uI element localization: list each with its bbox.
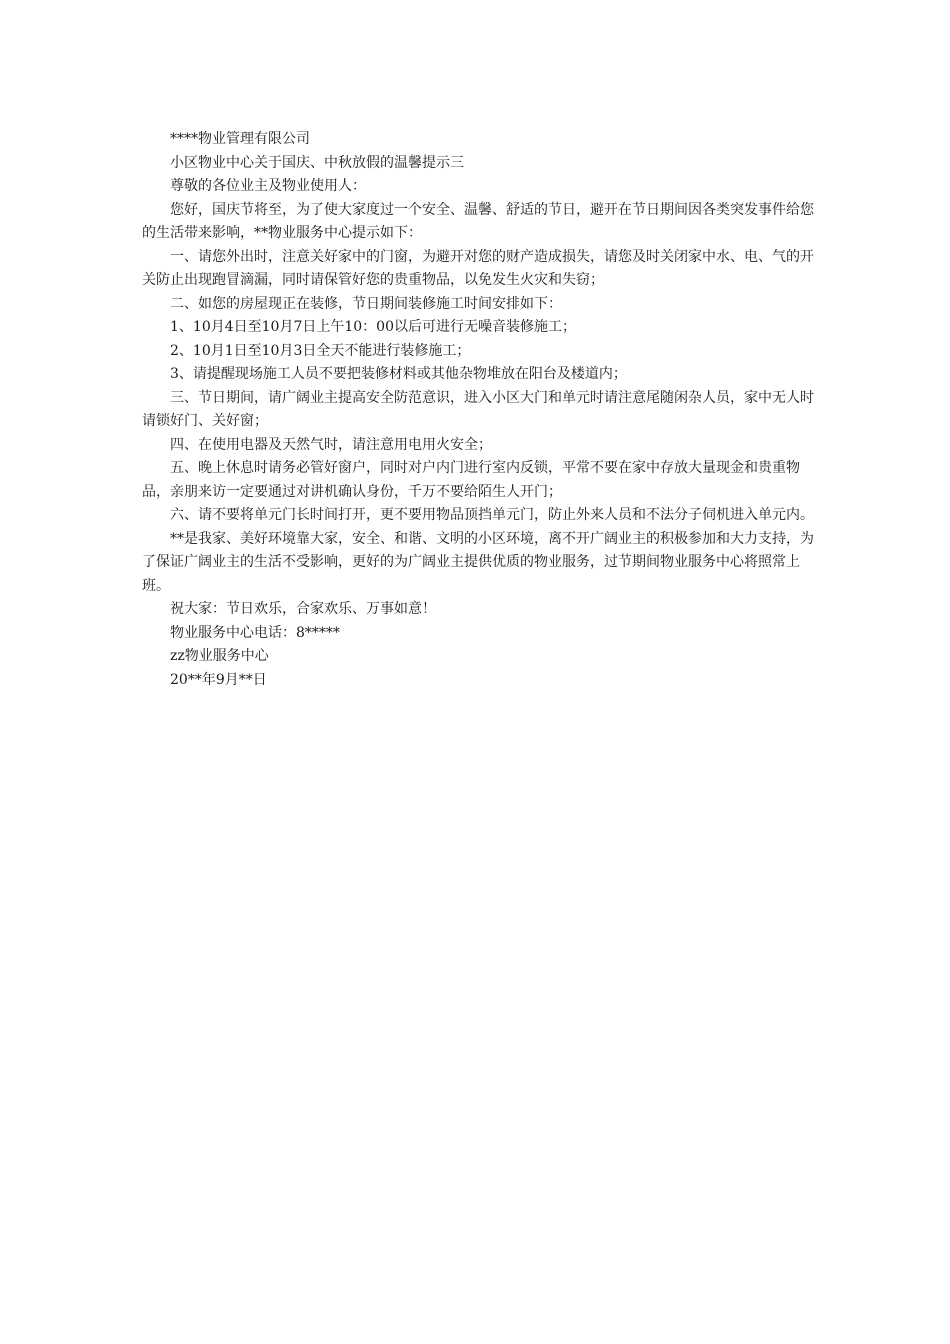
item-2-sub-2: 2、10月1日至10月3日全天不能进行装修施工； [170, 342, 471, 359]
item-3: 三、节日期间，请广阔业主提高安全防范意识，进入小区大门和单元时请注意尾随闲杂人员，家中无人时请锁好门、关好窗； [142, 389, 814, 429]
item-2: 二、如您的房屋现正在装修，节日期间装修施工时间安排如下： [170, 295, 562, 312]
item-2-sub-3: 3、请提醒现场施工人员不要把装修材料或其他杂物堆放在阳台及楼道内； [170, 366, 627, 382]
closing-paragraph: **是我家、美好环境靠大家，安全、和谐、文明的小区环境，离不开广阔业主的积极参加和大力支持，为了保证广阔业主的生活不受影响，更好的为广阔业主提供优质的物业服务，过节期间物业服务中心将照常上班。 [142, 530, 814, 594]
document-body [142, 128, 814, 692]
item-1: 一、请您外出时，注意关好家中的门窗，为避开对您的财产造成损失，请您及时关闭家中水、电、气的开关防止出现跑冒滴漏，同时请保管好您的贵重物品，以免发生火灾和失窃； [142, 248, 814, 288]
notice-title: 小区物业中心关于国庆、中秋放假的温馨提示三 [170, 154, 464, 171]
item-6: 六、请不要将单元门长时间打开，更不要用物品顶挡单元门，防止外来人员和不法分子伺机进入单元内。 [170, 507, 814, 523]
intro-paragraph: 您好，国庆节将至，为了使大家度过一个安全、温馨、舒适的节日，避开在节日期间因各类突发事件给您的生活带来影响，**物业服务中心提示如下： [142, 201, 814, 241]
signature: zz物业服务中心 [170, 648, 269, 664]
item-2-sub-1: 1、10月4日至10月7日上午10：00以后可进行无噪音装修施工； [170, 319, 576, 335]
date-line: 20**年9月**日 [170, 671, 267, 688]
wishes: 祝大家：节日欢乐，合家欢乐、万事如意！ [170, 601, 436, 617]
item-5: 五、晚上休息时请务必管好窗户，同时对户内门进行室内反锁，平常不要在家中存放大量现金和贵重物品，亲朋来访一定要通过对讲机确认身份，千万不要给陌生人开门； [142, 460, 800, 500]
salutation: 尊敬的各位业主及物业使用人： [170, 178, 366, 194]
company-name: ****物业管理有限公司 [170, 131, 310, 147]
item-4: 四、在使用电器及天然气时，请注意用电用火安全； [170, 436, 492, 453]
phone-line: 物业服务中心电话：8***** [170, 624, 340, 641]
